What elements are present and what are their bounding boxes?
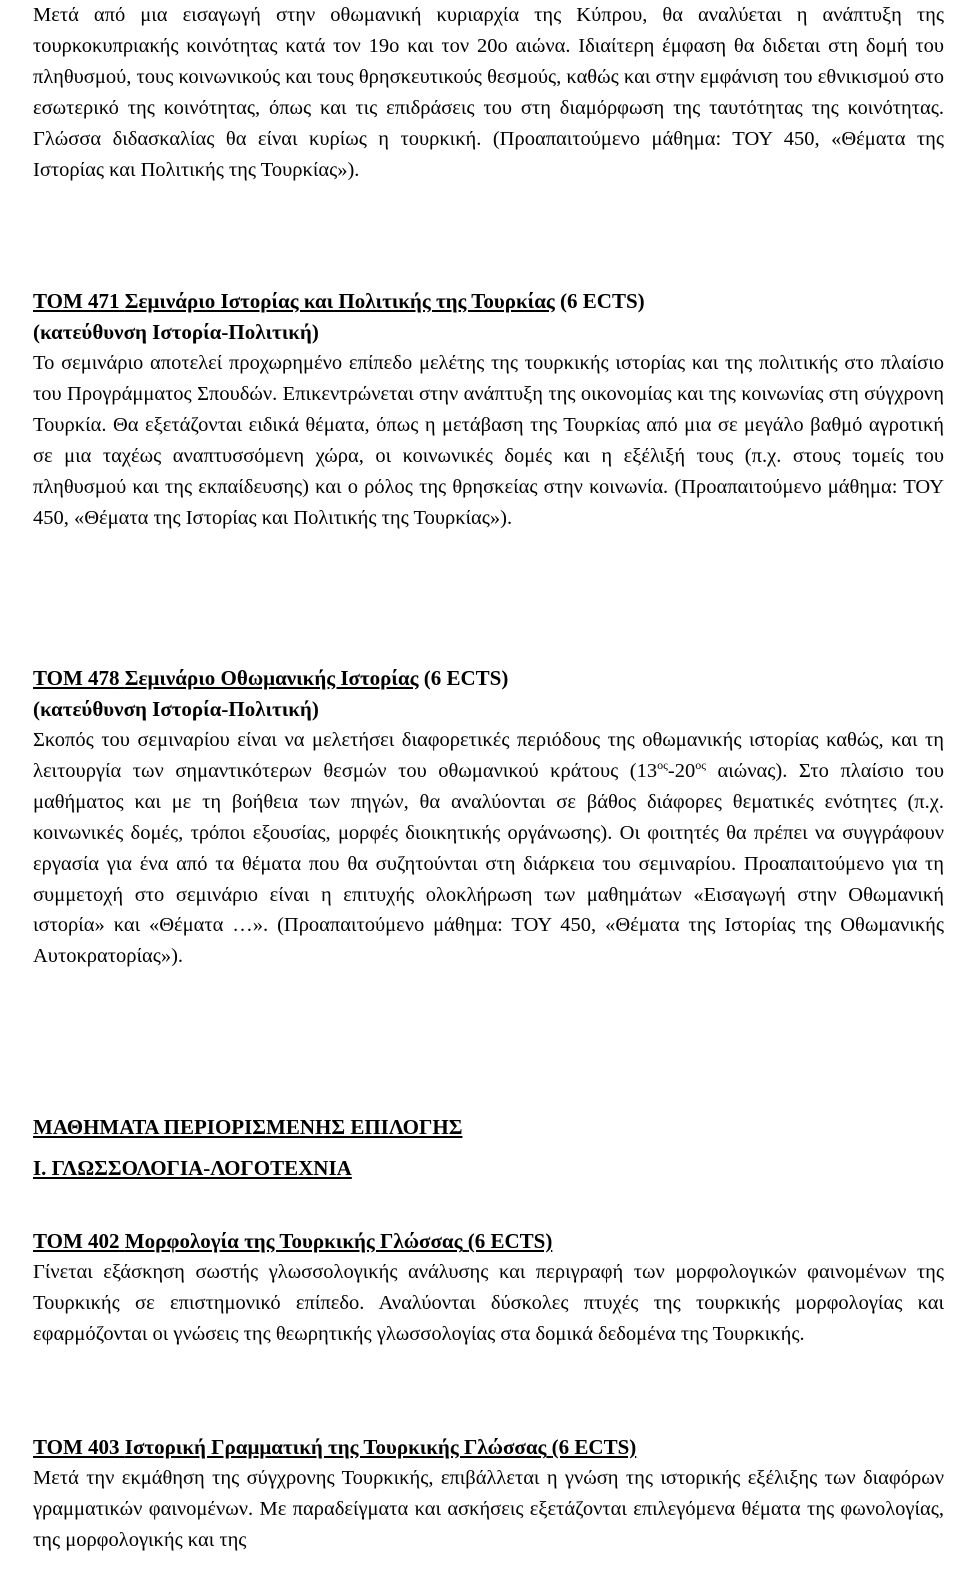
course-heading-tom471	[33, 286, 944, 317]
course-title-tom471: ΤΟΜ 471 Σεμινάριο Ιστορίας και Πολιτικής της Τουρκίας	[33, 289, 555, 313]
course-heading-tom403	[33, 1432, 944, 1463]
course-direction-tom478: (κατεύθυνση Ιστορία-Πολιτική)	[33, 697, 319, 721]
section-subheading: Ι. ΓΛΩΣΣΟΛΟΓΙΑ-ΛΟΓΟΤΕΧΝΙΑ	[33, 1156, 352, 1180]
section-heading: ΜΑΘΗΜΑΤΑ ΠΕΡΙΟΡΙΣΜΕΝΗΣ ΕΠΙΛΟΓΗΣ	[33, 1115, 463, 1139]
course-description-tom471: Το σεμινάριο αποτελεί προχωρημένο επίπεδο μελέτης της τουρκικής ιστορίας και της πολιτικής στο πλαίσιο του Προγράμματος Σπουδών. Επικεντρώνεται στην ανάπτυξη της οικονομίας και της κοινωνίας στη σύγχρονη Τουρκία. Θα εξετάζονται ειδικά θέματα, όπως η μετάβαση της Τουρκίας από μια σε μεγάλο βαθμό αγροτική σε μια ταχέως αναπτυσσόμενη χώρα, οι κοινωνικές δομές και η εξέλιξή τους (π.χ. στους τομείς του πληθυσμού και της εκπαίδευσης) και ο ρόλος της θρησκείας στην κοινωνία. (Προαπαιτούμενο μάθημα: ΤΟΥ 450, «Θέματα της Ιστορίας και Πολιτικής της Τουρκίας»).	[33, 352, 944, 529]
course-description-tom402: Γίνεται εξάσκηση σωστής γλωσσολογικής ανάλυσης και περιγραφή των μορφολογικών φαινομένων της Τουρκικής σε επιστημονικό επίπεδο. Αναλύονται δύσκολες πτυχές της τουρκικής μορφολογίας και εφαρμόζονται οι γνώσεις της θεωρητικής γλωσσολογίας στα δομικά δεδομένα της Τουρκικής.	[33, 1261, 944, 1345]
course-description-tom403: Μετά την εκμάθηση της σύγχρονης Τουρκικής, επιβάλλεται η γνώση της ιστορικής εξέλιξης των διαφόρων γραμματικών φαινομένων. Με παραδείγματα και ασκήσεις εξετάζονται επιλεγόμενα θέματα της φωνολογίας, της μορφολογικής και της	[33, 1467, 944, 1551]
course-title-tom403: ΤΟΜ 403 Ιστορική Γραμματική της Τουρκικής Γλώσσας (6 ECTS)	[33, 1435, 637, 1459]
course-heading-tom402	[33, 1226, 944, 1257]
intro-paragraph: Μετά από μια εισαγωγή στην οθωμανική κυριαρχία της Κύπρου, θα αναλύεται η ανάπτυξη της τουρκοκυπριακής κοινότητας κατά τον 19ο και τον 20ο αιώνα. Ιδιαίτερη έμφαση θα διδεται στη δομή του πληθυσμού, τους κοινωνικούς και τους θρησκευτικούς θεσμούς, καθώς και στην εμφάνιση του εθνικισμού στο εσωτερικό της κοινότητας, όπως και τις επιδράσεις του στη διαμόρφωση της ταυτότητας της κοινότητας. Γλώσσα διδασκαλίας θα είναι κυρίως η τουρκική. (Προαπαιτούμενο μάθημα: ΤΟΥ 450, «Θέματα της Ιστορίας και Πολιτικής της Τουρκίας»).	[33, 4, 944, 181]
course-direction-tom471: (κατεύθυνση Ιστορία-Πολιτική)	[33, 320, 319, 344]
course-title-tom402: ΤΟΜ 402 Μορφολογία της Τουρκικής Γλώσσας (6 ECTS)	[33, 1229, 553, 1253]
course-heading-tom478	[33, 663, 944, 694]
course-credits-tom471: (6 ECTS)	[560, 289, 645, 313]
course-credits-tom478: (6 ECTS)	[423, 666, 509, 690]
course-title-tom478: ΤΟΜ 478 Σεμινάριο Οθωμανικής Ιστορίας	[33, 666, 419, 690]
course-description-tom478: Σκοπός του σεμιναρίου είναι να μελετήσει διαφορετικές περιόδους της οθωμανικής ιστορίας καθώς, και τη λειτουργία των σημαντικότερων θεσμών του οθωμανικού κράτους ($13^{o\varsigma}-20^{o\varsigma}$ αιώνας). Στο πλαίσιο του μαθήματος και με τη βοήθεια των πηγών, θα αναλύονται σε βάθος διάφορες θεματικές ενότητες (π.χ. κοινωνικές δομές, τρόποι εξουσίας, μορφές διοικητικής οργάνωσης). Οι φοιτητές θα πρέπει να συγγράφουν εργασία για ένα από τα θέματα που θα συζητούνται στη διάρκεια του σεμιναρίου. Προαπαιτούμενο για τη συμμετοχή στο σεμινάριο είναι η επιτυχής ολοκλήρωση των μαθημάτων «Εισαγωγή στην Οθωμανική ιστορία» και «Θέματα …». (Προαπαιτούμενο μάθημα: ΤΟΥ 450, «Θέματα της Ιστορίας της Οθωμανικής Αυτοκρατορίας»).	[33, 729, 944, 968]
